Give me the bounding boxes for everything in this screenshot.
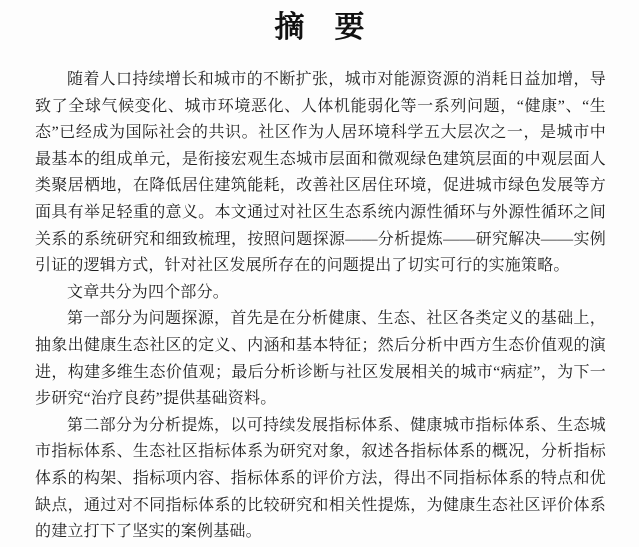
abstract-paragraph-part1: 第一部分为问题探源，首先是在分析健康、生态、社区各类定义的基础上，抽象出健康生态社区的定义、内涵和基本特征；然后分析中西方生态价值观的演进，构建多维生态价值观；最后分析诊断与社区发展相关的城市“病症”，为下一步研究“治疗良药”提供基础资料。 xyxy=(35,310,606,408)
page-title: 摘 要 xyxy=(274,11,365,44)
abstract-paragraph-part2: 第二部分为分析提炼，以可持续发展指标体系、健康城市指标体系、生态城市指标体系、生态社区指标体系为研究对象，叙述各指标体系的概况，分析指标体系的构架、指标项内容、指标体系的评价方法，得出不同指标体系的特点和优缺点，通过对不同指标体系的比较研究和相关性提炼，为健康生态社区评价体系的建立打下了坚实的案例基础。 xyxy=(35,416,606,541)
abstract-paragraph-intro: 随着人口持续增长和城市的不断扩张，城市对能源资源的消耗日益加增，导致了全球气候变化、城市环境恶化、人体机能弱化等一系列问题，“健康”、“生态”已经成为国际社会的共识。社区作为人居环境科学五大层次之一，是城市中最基本的组成单元，是衔接宏观生态城市层面和微观绿色建筑层面的中观层面人类聚居栖地，在降低居住建筑能耗，改善社区居住环境，促进城市绿色发展等方面具有举足轻重的意义。本文通过对社区生态系统内源性循环与外源性循环之间关系的系统研究和细致梳理，按照问题探源——分析提炼——研究解决——实例引证的逻辑方式，针对社区发展所存在的问题提出了切实可行的实施策略。 xyxy=(35,71,606,275)
abstract-paragraph-structure: 文章共分为四个部分。 xyxy=(67,283,230,301)
abstract-body xyxy=(35,67,606,546)
